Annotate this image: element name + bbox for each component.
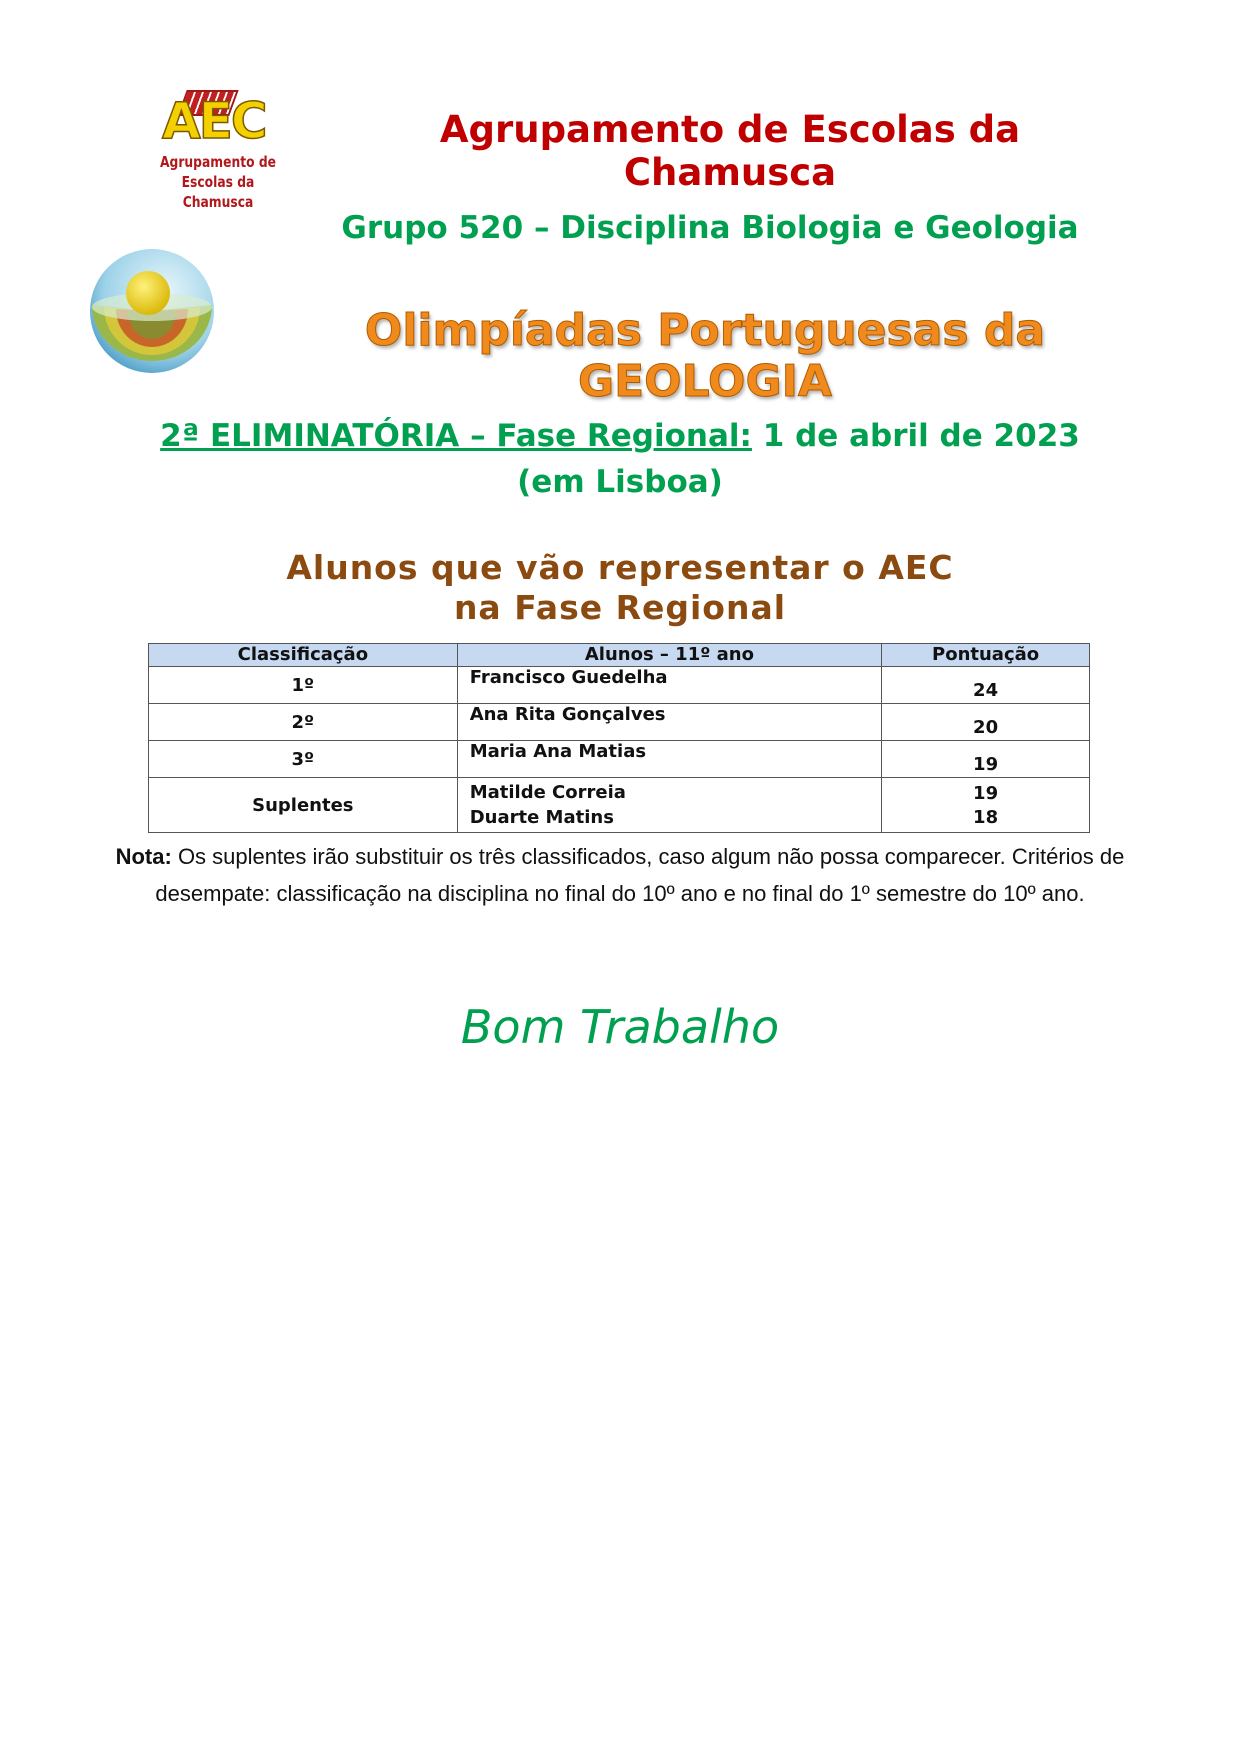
student-name-cell: Ana Rita Gonçalves bbox=[457, 704, 881, 741]
substitute-name: Duarte Matins bbox=[469, 807, 614, 828]
phase-info bbox=[100, 413, 1140, 505]
header-score: Pontuação bbox=[882, 644, 1090, 667]
header-classification: Classificação bbox=[149, 644, 458, 667]
rank-cell: 1º bbox=[149, 667, 458, 704]
score-cell: 19 bbox=[882, 741, 1090, 778]
phase-line bbox=[100, 413, 1140, 459]
note-label: Nota: bbox=[115, 844, 172, 869]
student-name-cell: Francisco Guedelha bbox=[457, 667, 881, 704]
earth-layers-icon bbox=[86, 245, 218, 377]
substitute-score: 18 bbox=[973, 807, 999, 828]
group-title: Grupo 520 – Disciplina Biologia e Geologia bbox=[341, 210, 1079, 246]
phase-location: (em Lisboa) bbox=[517, 464, 723, 500]
phase-label: 2ª ELIMINATÓRIA – Fase Regional: bbox=[160, 418, 752, 454]
olympiad-title: Olimpíadas Portuguesas da GEOLOGIA bbox=[364, 305, 1046, 407]
rank-cell: 2º bbox=[149, 704, 458, 741]
substitute-score: 19 bbox=[973, 783, 999, 804]
logo-letters: AEC bbox=[162, 92, 266, 150]
school-title: Agrupamento de Escolas da Chamusca bbox=[439, 108, 1021, 194]
students-title-line2: na Fase Regional bbox=[453, 588, 787, 627]
student-name-cell: Maria Ana Matias bbox=[457, 741, 881, 778]
table-header-row bbox=[149, 644, 1090, 667]
school-logo bbox=[138, 92, 298, 211]
score-cell: 20 bbox=[882, 704, 1090, 741]
substitutes-scores-cell bbox=[882, 778, 1090, 833]
note-text: Os suplentes irão substituir os três classificados, caso algum não possa comparecer. Critérios de desempate: classificação na disciplina no final do 10º ano e no final do 1º semestre do 10º ano. bbox=[155, 844, 1125, 906]
table-row bbox=[149, 741, 1090, 778]
substitutes-names-cell bbox=[457, 778, 881, 833]
substitute-name: Matilde Correia bbox=[469, 782, 626, 803]
substitutes-row bbox=[149, 778, 1090, 833]
rank-cell: 3º bbox=[149, 741, 458, 778]
phase-date: 1 de abril de 2023 bbox=[751, 418, 1080, 454]
logo-caption bbox=[152, 152, 283, 212]
note-paragraph bbox=[100, 838, 1140, 912]
table-row bbox=[149, 667, 1090, 704]
logo-caption-line1: Agrupamento de bbox=[160, 153, 276, 171]
table-row bbox=[149, 704, 1090, 741]
results-table bbox=[148, 643, 1090, 833]
substitutes-label: Suplentes bbox=[149, 778, 458, 833]
logo-caption-line2: Escolas da Chamusca bbox=[181, 173, 255, 211]
students-title bbox=[100, 548, 1140, 628]
header-students: Alunos – 11º ano bbox=[457, 644, 881, 667]
score-cell: 24 bbox=[882, 667, 1090, 704]
closing-message: Bom Trabalho bbox=[460, 1000, 780, 1054]
students-title-line1: Alunos que vão representar o AEC bbox=[286, 548, 954, 587]
